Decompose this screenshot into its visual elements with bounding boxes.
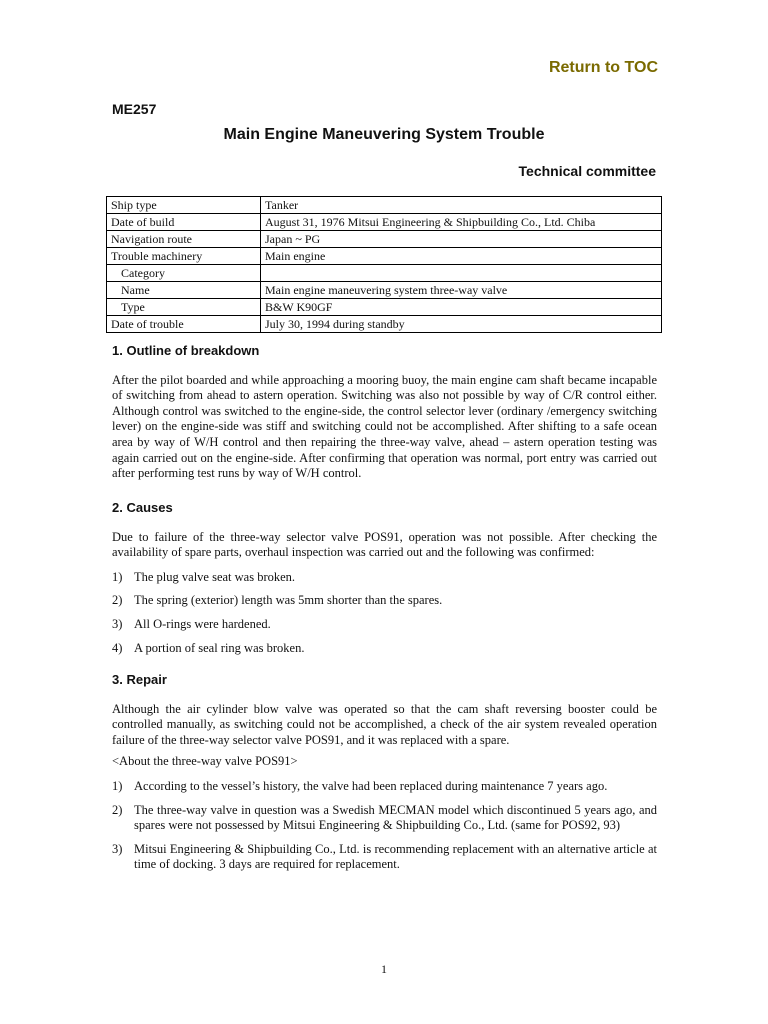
table-label: Category (107, 265, 261, 282)
table-row (107, 316, 662, 333)
table-row (107, 265, 662, 282)
table-value: B&W K90GF (261, 299, 662, 316)
list-text: According to the vessel’s history, the valve had been replaced during maintenance 7 years ago. (134, 778, 608, 793)
committee-name: Technical committee (518, 163, 656, 179)
table-value: Japan ~ PG (261, 231, 662, 248)
section-paragraph: After the pilot boarded and while approaching a mooring buoy, the main engine cam shaft became incapable of switching from ahead to astern operation. Switching was also not possible by way of C/R control either. Although control was switched to the engine-side, the control selector lever (ordinary /emergency switching lever) on the engine-side was stiff and switching could not be accomplished. After shifting to a safe ocean area by way of W/H control and then repairing the three-way valve, ahead – astern operation testing was again carried out on the engine-side. After confirming that operation was normal, port entry was carried out after performing test runs by way of W/H control. (112, 372, 657, 481)
table-label: Date of build (107, 214, 261, 231)
list-number: 3) (112, 616, 123, 631)
page-number: 1 (381, 962, 387, 976)
document-id: ME257 (112, 101, 157, 117)
section-heading: 1. Outline of breakdown (112, 343, 260, 358)
list-item (112, 803, 657, 834)
list-text: A portion of seal ring was broken. (134, 640, 305, 655)
table-label: Navigation route (107, 231, 261, 248)
list-text: The three-way valve in question was a Swedish MECMAN model which discontinued 5 years ago, and spares were not possessed by Mitsui Engineering & Shipbuilding Co., Ltd. (same for POS92, 93) (134, 802, 657, 833)
table-row (107, 197, 662, 214)
table-label: Date of trouble (107, 316, 261, 333)
list-item (112, 641, 657, 657)
table-row (107, 231, 662, 248)
return-to-toc-link[interactable]: Return to TOC (548, 59, 658, 76)
list-text: The plug valve seat was broken. (134, 569, 296, 584)
repair-section (112, 672, 657, 881)
causes-section (112, 500, 657, 664)
section-heading: 2. Causes (112, 500, 173, 515)
list-item (112, 842, 657, 873)
section-heading: 3. Repair (112, 672, 167, 687)
table-label: Type (107, 299, 261, 316)
table-label: Ship type (107, 197, 261, 214)
table-label: Name (107, 282, 261, 299)
table-value: July 30, 1994 during standby (261, 316, 662, 333)
list-number: 1) (112, 778, 123, 793)
list-item (112, 617, 657, 633)
section-paragraph: Although the air cylinder blow valve was operated so that the cam shaft reversing booster could be controlled manually, as switching could not be accomplished, a check of the air system revealed operation failure of the three-way selector valve POS91, and it was replaced with a spare. (112, 701, 657, 747)
repair-list (112, 779, 657, 873)
list-number: 3) (112, 841, 123, 856)
section-paragraph: Due to failure of the three-way selector valve POS91, operation was not possible. After checking the availability of spare parts, overhaul inspection was carried out and the following was confirmed: (112, 529, 657, 560)
table-value (261, 265, 662, 282)
table-row (107, 299, 662, 316)
page-title: Main Engine Maneuvering System Trouble (223, 126, 545, 143)
subheading: <About the three-way valve POS91> (112, 754, 298, 769)
table-value: Main engine (261, 248, 662, 265)
ship-info-table (106, 196, 662, 333)
table-row (107, 248, 662, 265)
list-number: 4) (112, 640, 123, 655)
table-label: Trouble machinery (107, 248, 261, 265)
table-row (107, 282, 662, 299)
list-number: 2) (112, 593, 123, 608)
table-value: August 31, 1976 Mitsui Engineering & Shipbuilding Co., Ltd. Chiba (261, 214, 662, 231)
list-number: 1) (112, 569, 123, 584)
list-text: All O-rings were hardened. (134, 616, 271, 631)
table-value: Tanker (261, 197, 662, 214)
table-row (107, 214, 662, 231)
list-item (112, 570, 657, 586)
list-number: 2) (112, 802, 123, 817)
list-text: The spring (exterior) length was 5mm shorter than the spares. (134, 593, 443, 608)
causes-list (112, 570, 657, 656)
list-item (112, 593, 657, 609)
list-text: Mitsui Engineering & Shipbuilding Co., Ltd. is recommending replacement with an alternative article at time of docking. 3 days are required for replacement. (134, 841, 657, 872)
table-value: Main engine maneuvering system three-way valve (261, 282, 662, 299)
list-item (112, 779, 657, 795)
outline-section (112, 343, 657, 488)
